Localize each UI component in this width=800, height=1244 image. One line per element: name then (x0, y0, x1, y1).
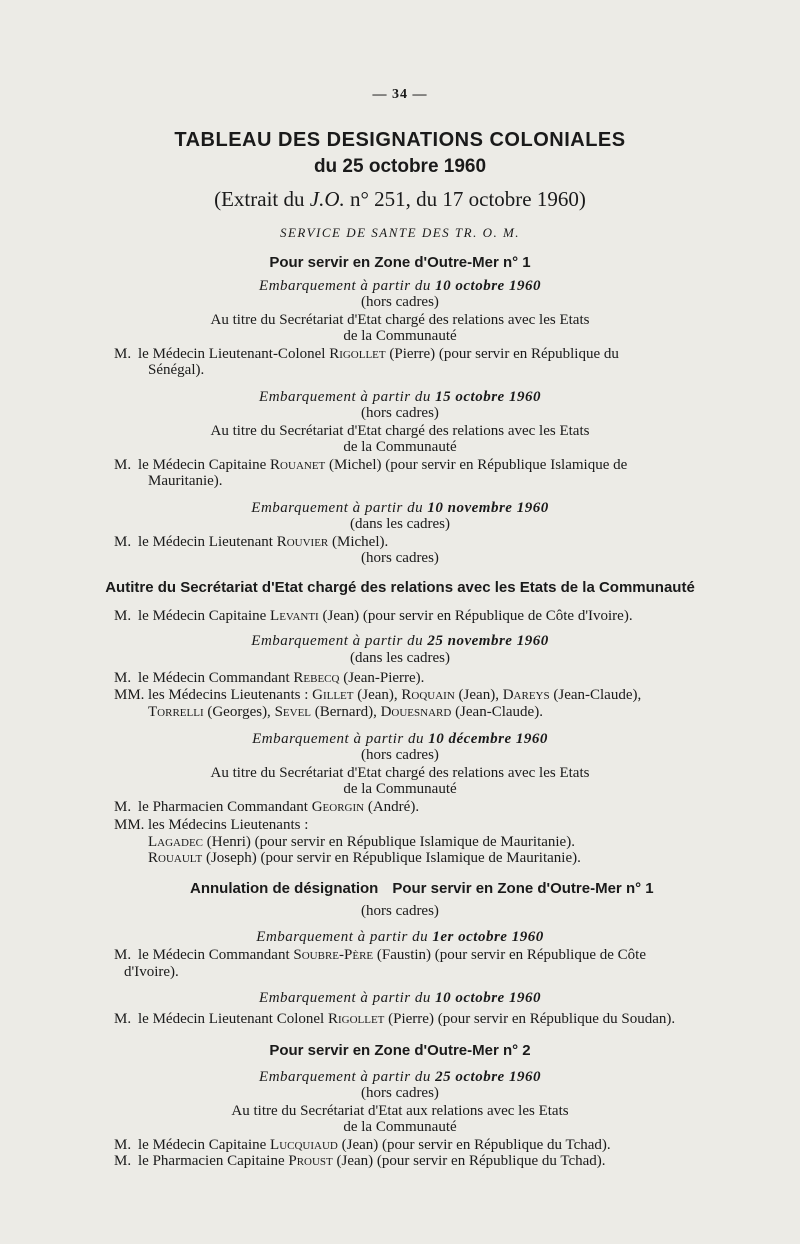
entry-post: (Michel) (pour servir en République Islamique de (325, 457, 628, 473)
entry-post: (André). (364, 799, 420, 815)
s2g2-sub2 (148, 850, 581, 867)
person-name: Sevel (274, 704, 312, 720)
s1g1-entry-cont: Sénégal). (148, 362, 205, 378)
person-first: (Bernard), (311, 704, 381, 720)
s1g2-ref-line2: de la Communauté (343, 439, 457, 455)
extract-line (0, 187, 800, 211)
s1g2-status: (hors cadres) (361, 405, 439, 421)
emb-date: 10 décembre 1960 (428, 731, 548, 747)
heading-zone: Pour servir en Zone d'Outre-Mer n° 1 (392, 880, 654, 897)
s1g2-entry-cont: Mauritanie). (148, 473, 223, 489)
emb-date: 10 octobre 1960 (435, 278, 541, 294)
person-name: Rigollet (329, 346, 386, 362)
s3g1-embarkation (0, 929, 800, 946)
entry-pre: le Médecin Lieutenant Colonel (138, 1011, 328, 1027)
s4-embarkation (0, 1069, 800, 1086)
s2g2-entry1-m: M. (114, 799, 132, 815)
section2-heading: Autitre du Secrétariat d'Etat chargé des relations avec les Etats de la Communauté (105, 579, 695, 596)
emb-pre: Embarquement à partir du (251, 500, 428, 516)
emb-date: 25 octobre 1960 (435, 1069, 541, 1085)
emb-pre: Embarquement à partir du (251, 633, 428, 649)
s1g3-entry (138, 534, 388, 551)
s2-entry3-m: MM. (114, 687, 145, 703)
extract-pre: (Extrait du (214, 187, 310, 211)
s2g2-entry1 (138, 799, 419, 816)
s2-entry1 (138, 608, 633, 625)
s1g2-embarkation (0, 389, 800, 406)
person-name: Dareys (502, 687, 550, 703)
service-line: SERVICE DE SANTE DES TR. O. M. (279, 225, 521, 240)
person-name: Soubre-Père (293, 947, 374, 963)
s1g1-ref-line2: de la Communauté (343, 328, 457, 344)
s2g2-entry2: les Médecins Lieutenants : (148, 817, 309, 833)
person-first: (Jean-Claude). (451, 704, 543, 720)
person-name: Lucquiaud (270, 1137, 338, 1153)
person-first: (Georges), (203, 704, 275, 720)
person-name: Lagadec (148, 834, 203, 850)
person-name: Georgin (311, 799, 365, 815)
entry-pre: le Pharmacien Capitaine (138, 1153, 289, 1169)
entry-post: (Jean) (pour servir en République de Côte d'Ivoire). (318, 608, 633, 624)
section3-heading (190, 880, 654, 897)
s4-entry1-m: M. (114, 1137, 132, 1153)
person-name: Gillet (312, 687, 354, 703)
s1g1-entry (138, 346, 619, 363)
entry-post: (Michel). (328, 534, 389, 550)
person-name: Proust (288, 1153, 333, 1169)
s1g3-status2: (hors cadres) (361, 550, 439, 566)
s2g2-ref-line2: de la Communauté (343, 781, 457, 797)
s2g2-embarkation (0, 731, 800, 748)
emb-date: 1er octobre 1960 (432, 929, 544, 945)
entry-pre: le Médecin Capitaine (138, 457, 271, 473)
person-first: (Jean), (454, 687, 503, 703)
s1g3-status: (dans les cadres) (350, 516, 450, 532)
s2-entry2 (138, 670, 424, 687)
entry-post: (Joseph) (pour servir en République Islamique de Mauritanie). (202, 850, 581, 866)
s2-entry3-line1 (148, 687, 641, 704)
person-first: (Jean), (353, 687, 402, 703)
s2-status: (dans les cadres) (350, 650, 450, 666)
section4-heading: Pour servir en Zone d'Outre-Mer n° 2 (269, 1042, 531, 1059)
s3g2-entry (138, 1011, 675, 1028)
entry-pre: les Médecins Lieutenants : (148, 687, 313, 703)
s3g2-entry-m: M. (114, 1011, 132, 1027)
page-number: — 34 — (372, 87, 428, 102)
s3g1-entry-cont: d'Ivoire). (124, 964, 179, 980)
s4-entry1 (138, 1137, 611, 1154)
s1g2-ref-line1: Au titre du Secrétariat d'Etat chargé des relations avec les Etats (210, 423, 590, 439)
entry-post: (Jean) (pour servir en République du Tchad). (337, 1137, 611, 1153)
entry-pre: le Médecin Lieutenant (138, 534, 277, 550)
entry-post: (Jean-Pierre). (339, 670, 425, 686)
person-name: Levanti (270, 608, 319, 624)
emb-pre: Embarquement à partir du (256, 929, 433, 945)
entry-post: (Faustin) (pour servir en République de Côte (373, 947, 646, 963)
person-name: Roquain (401, 687, 455, 703)
entry-post: (Pierre) (pour servir en République du Soudan). (384, 1011, 676, 1027)
s1g2-entry (138, 457, 627, 474)
s1g1-ref-line1: Au titre du Secrétariat d'Etat chargé des relations avec les Etats (210, 312, 590, 328)
s2g2-entry2-m: MM. (114, 817, 145, 833)
s1g1-entry-m: M. (114, 346, 132, 362)
document-date: du 25 octobre 1960 (313, 156, 487, 177)
s4-status: (hors cadres) (361, 1085, 439, 1101)
s3-status: (hors cadres) (361, 903, 439, 919)
extract-post: n° 251, du 17 octobre 1960) (344, 187, 586, 211)
person-first: (Jean-Claude), (549, 687, 642, 703)
heading-annulation: Annulation de désignation (190, 880, 379, 897)
s2-entry1-m: M. (114, 608, 132, 624)
s3g1-entry (138, 947, 646, 964)
s3g1-entry-m: M. (114, 947, 132, 963)
person-name: Douesnard (380, 704, 452, 720)
s1g3-entry-m: M. (114, 534, 132, 550)
s4-ref-line1: Au titre du Secrétariat d'Etat aux relations avec les Etats (231, 1103, 569, 1119)
person-name: Rigollet (327, 1011, 385, 1027)
emb-date: 10 novembre 1960 (427, 500, 549, 516)
person-name: Rouault (148, 850, 203, 866)
emb-pre: Embarquement à partir du (259, 990, 436, 1006)
emb-date: 10 octobre 1960 (435, 990, 541, 1006)
s1g1-embarkation (0, 278, 800, 295)
extract-journal: J.O. (309, 187, 345, 211)
document-title: TABLEAU DES DESIGNATIONS COLONIALES (174, 129, 626, 151)
entry-pre: le Médecin Lieutenant-Colonel (138, 346, 330, 362)
s4-ref-line2: de la Communauté (343, 1119, 457, 1135)
entry-pre: le Médecin Capitaine (138, 608, 271, 624)
emb-pre: Embarquement à partir du (252, 731, 429, 747)
entry-pre: le Médecin Capitaine (138, 1137, 271, 1153)
s4-entry2 (138, 1153, 606, 1170)
entry-pre: le Médecin Commandant (138, 670, 294, 686)
section1-heading: Pour servir en Zone d'Outre-Mer n° 1 (269, 254, 531, 271)
s2-entry2-m: M. (114, 670, 132, 686)
emb-pre: Embarquement à partir du (259, 389, 436, 405)
person-name: Rebecq (293, 670, 340, 686)
s4-entry2-m: M. (114, 1153, 132, 1169)
person-name: Rouanet (270, 457, 326, 473)
entry-pre: le Médecin Commandant (138, 947, 294, 963)
s1g2-entry-m: M. (114, 457, 132, 473)
person-name: Torrelli (148, 704, 204, 720)
s2g2-status: (hors cadres) (361, 747, 439, 763)
s2g2-ref-line1: Au titre du Secrétariat d'Etat chargé des relations avec les Etats (210, 765, 590, 781)
s2-entry3-line2 (148, 704, 543, 721)
s1g1-status: (hors cadres) (361, 294, 439, 310)
entry-post: (Henri) (pour servir en République Islamique de Mauritanie). (203, 834, 575, 850)
s2g2-sub1 (148, 834, 575, 851)
s2-embarkation (0, 633, 800, 650)
emb-pre: Embarquement à partir du (259, 1069, 436, 1085)
emb-date: 15 octobre 1960 (435, 389, 541, 405)
s1g3-embarkation (0, 500, 800, 517)
emb-date: 25 novembre 1960 (427, 633, 549, 649)
person-name: Rouvier (276, 534, 329, 550)
entry-post: (Jean) (pour servir en République du Tchad). (332, 1153, 606, 1169)
emb-pre: Embarquement à partir du (259, 278, 436, 294)
entry-pre: le Pharmacien Commandant (138, 799, 312, 815)
entry-post: (Pierre) (pour servir en République du (385, 346, 619, 362)
s3g2-embarkation (0, 990, 800, 1007)
